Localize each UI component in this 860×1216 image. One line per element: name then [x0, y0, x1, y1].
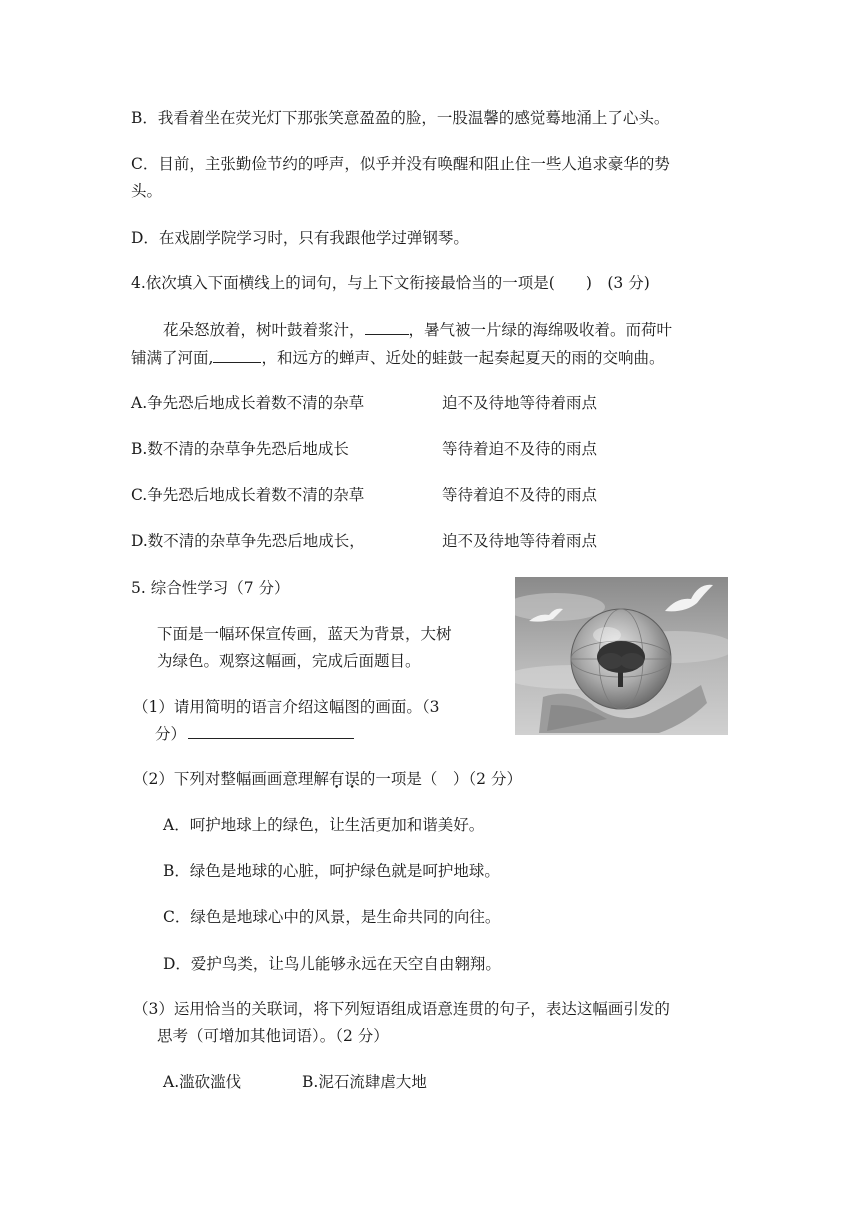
q4-option-left: D.数不清的杂草争先恐后地成长，	[131, 532, 365, 550]
q3-option-c-line2: 头。	[131, 182, 163, 200]
q5-sub1-label: 分）	[155, 725, 187, 743]
q5-sub2-option-a: A．呵护地球上的绿色，让生活更加和谐美好。	[163, 816, 485, 834]
q5-intro-line1: 下面是一幅环保宣传画，蓝天为背景，大树	[157, 625, 452, 643]
q5-sub2-option-d: D．爱护鸟类，让鸟儿能够永远在天空自由翱翔。	[163, 955, 501, 973]
q5-sub2-option-b: B．绿色是地球的心脏，呵护绿色就是呵护地球。	[163, 862, 500, 880]
answer-blank[interactable]	[365, 318, 409, 335]
q3-option-c-line1: C．目前，主张勤俭节约的呼声，似乎并没有唤醒和阻止住一些人追求豪华的势	[131, 155, 670, 173]
q3-option-b: B．我看着坐在荧光灯下那张笑意盈盈的脸，一股温馨的感觉蓦地涌上了心头。	[131, 109, 670, 127]
q5-sub2-text: 的一项是（ ）（2 分）	[359, 770, 522, 788]
q5-sub2-option-c: C．绿色是地球心中的风景，是生命共同的向往。	[163, 908, 501, 926]
emphasis-char: 有	[328, 770, 345, 788]
q5-title: 5. 综合性学习（7 分）	[131, 579, 290, 597]
q4-option-left: C.争先恐后地成长着数不清的杂草	[131, 486, 365, 504]
q4-option-d	[131, 530, 365, 552]
q4-passage-line2	[131, 346, 664, 369]
answer-blank[interactable]	[213, 346, 261, 363]
q4-passage-part: ，和远方的蝉声、近处的蛙鼓一起奏起夏天的雨的交响曲。	[261, 349, 665, 367]
q5-sub3-line1: （3）运用恰当的关联词，将下列短语组成语意连贯的句子，表达这幅画引发的	[133, 1000, 670, 1018]
q5-sub2-text: （2）下列对整幅画画意理解	[133, 770, 329, 788]
emphasis-char: 误	[344, 770, 360, 788]
q4-option-right: 等待着迫不及待的雨点	[442, 486, 598, 504]
q4-question: 4.依次填入下面横线上的词句，与上下文衔接最恰当的一项是( ) (3 分)	[131, 274, 650, 292]
q4-passage-part: 铺满了河面,	[131, 349, 214, 367]
q4-option-c	[131, 484, 364, 506]
q4-passage-part: 花朵怒放着，树叶鼓着浆汁，	[163, 321, 365, 339]
q5-sub1-line1: （1）请用简明的语言介绍这幅图的画面。（3	[133, 698, 440, 716]
q4-passage-part: ，暑气被一片绿的海绵吸收着。而荷叶	[408, 321, 673, 339]
q4-option-left: A.争先恐后地成长着数不清的杂草	[131, 394, 365, 412]
q5-sub1-line2	[155, 722, 354, 745]
q5-intro-line2: 为绿色。观察这幅画，完成后面题目。	[157, 652, 421, 670]
q4-option-a	[131, 392, 364, 414]
q4-option-b	[131, 438, 349, 460]
q3-option-d: D．在戏剧学院学习时，只有我跟他学过弹钢琴。	[131, 229, 469, 247]
q5-sub3-line2: 思考（可增加其他词语）。（2 分）	[157, 1027, 389, 1045]
q4-passage-line1	[163, 318, 672, 341]
q4-option-left: B.数不清的杂草争先恐后地成长	[131, 440, 349, 458]
q5-sub3-option-a: A.滥砍滥伐	[163, 1073, 242, 1091]
q5-sub3-option-b: B.泥石流肆虐大地	[302, 1073, 427, 1091]
q4-option-right: 迫不及待地等待着雨点	[442, 394, 598, 412]
q5-sub2-question	[133, 768, 522, 790]
q4-option-right: 迫不及待地等待着雨点	[442, 532, 598, 550]
answer-blank[interactable]	[188, 722, 354, 739]
q4-option-right: 等待着迫不及待的雨点	[442, 440, 598, 458]
environmental-poster-image	[515, 577, 728, 735]
